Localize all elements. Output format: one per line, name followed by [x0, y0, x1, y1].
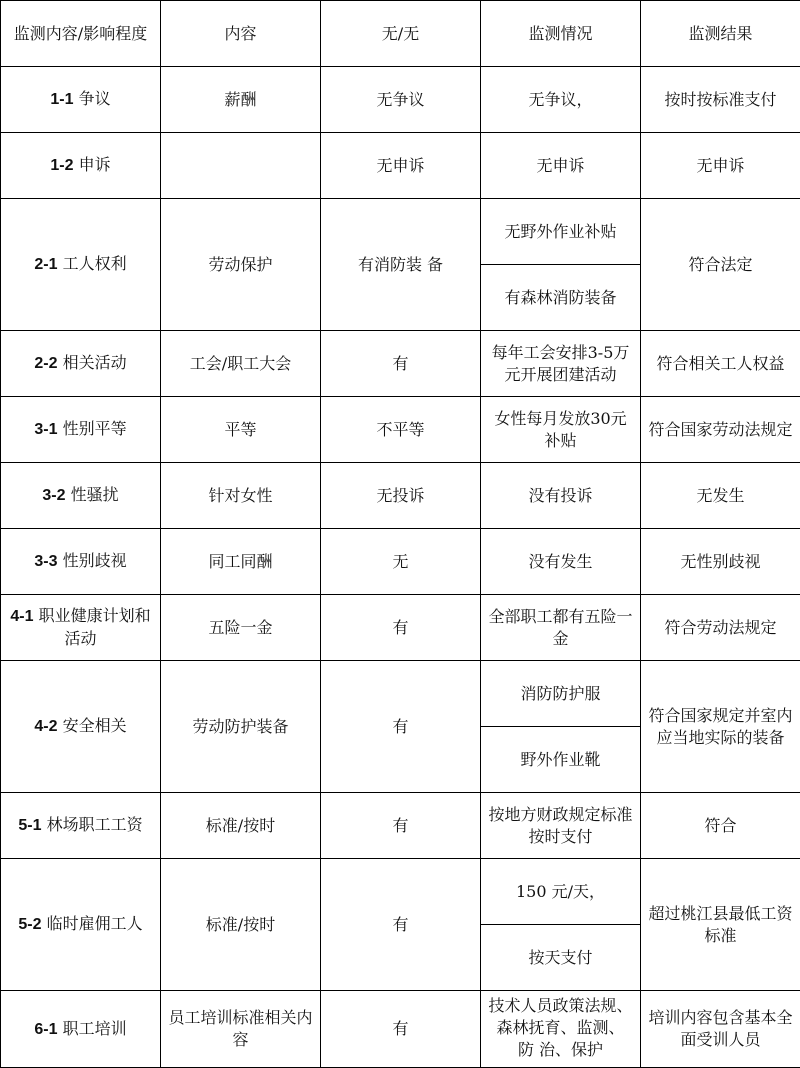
item-label-cell — [1, 331, 161, 397]
table-row — [1, 331, 800, 397]
item-number: 2-1 — [34, 256, 57, 273]
result-cell: 符合劳动法规定 — [641, 595, 800, 661]
content-cell: 工会/职工大会 — [161, 331, 321, 397]
monitor-cell: 女性每月发放30元补贴 — [481, 397, 641, 463]
table-row — [1, 991, 800, 1068]
result-cell: 符合国家规定并室内应当地实际的装备 — [641, 661, 800, 793]
item-number: 4-2 — [34, 718, 57, 735]
content-cell: 员工培训标准相关内容 — [161, 991, 321, 1068]
status-cell: 无申诉 — [321, 133, 481, 199]
item-label: 申诉 — [79, 155, 111, 174]
item-label: 性别歧视 — [63, 551, 127, 570]
item-number: 1-2 — [50, 157, 73, 174]
item-number: 4-1 — [10, 608, 33, 625]
item-label: 临时雇佣工人 — [47, 914, 143, 933]
content-cell: 标准/按时 — [161, 793, 321, 859]
status-cell: 不平等 — [321, 397, 481, 463]
item-number: 1-1 — [50, 91, 73, 108]
table-row — [1, 595, 800, 661]
table-row — [1, 661, 800, 727]
item-label-cell — [1, 793, 161, 859]
header-cell: 监测内容/影响程度 — [1, 1, 161, 67]
item-label: 相关活动 — [63, 353, 127, 372]
result-cell: 符合 — [641, 793, 800, 859]
item-label-cell — [1, 661, 161, 793]
item-number: 2-2 — [34, 355, 57, 372]
status-cell: 有 — [321, 331, 481, 397]
table-row — [1, 793, 800, 859]
table-row — [1, 859, 800, 925]
status-cell: 有 — [321, 793, 481, 859]
result-cell: 无申诉 — [641, 133, 800, 199]
item-label-cell — [1, 397, 161, 463]
monitor-cell: 没有发生 — [481, 529, 641, 595]
result-cell: 符合相关工人权益 — [641, 331, 800, 397]
item-label-cell — [1, 991, 161, 1068]
table-row — [1, 529, 800, 595]
content-cell: 劳动防护装备 — [161, 661, 321, 793]
monitor-cell: 无野外作业补贴 — [481, 199, 641, 265]
item-label-cell — [1, 859, 161, 991]
item-label-cell — [1, 199, 161, 331]
content-cell — [161, 133, 321, 199]
item-label: 职工培训 — [63, 1019, 127, 1038]
item-label: 工人权利 — [63, 254, 127, 273]
result-cell: 符合国家劳动法规定 — [641, 397, 800, 463]
content-cell: 平等 — [161, 397, 321, 463]
item-label-cell — [1, 463, 161, 529]
monitor-cell: 野外作业靴 — [481, 727, 641, 793]
monitor-cell: 无申诉 — [481, 133, 641, 199]
item-number: 5-1 — [18, 817, 41, 834]
monitor-cell: 每年工会安排3-5万元开展团建活动 — [481, 331, 641, 397]
item-label: 林场职工工资 — [47, 815, 143, 834]
status-cell: 无 — [321, 529, 481, 595]
status-cell: 有 — [321, 859, 481, 991]
result-cell: 无发生 — [641, 463, 800, 529]
content-cell: 五险一金 — [161, 595, 321, 661]
header-cell: 无/无 — [321, 1, 481, 67]
result-cell: 超过桃江县最低工资标准 — [641, 859, 800, 991]
header-cell: 内容 — [161, 1, 321, 67]
monitor-cell: 全部职工都有五险一金 — [481, 595, 641, 661]
result-cell: 按时按标准支付 — [641, 67, 800, 133]
content-cell: 针对女性 — [161, 463, 321, 529]
item-label: 争议 — [79, 89, 111, 108]
result-cell: 无性别歧视 — [641, 529, 800, 595]
status-cell: 无争议 — [321, 67, 481, 133]
content-cell: 标准/按时 — [161, 859, 321, 991]
header-cell: 监测结果 — [641, 1, 800, 67]
item-number: 6-1 — [34, 1021, 57, 1038]
status-cell: 有 — [321, 595, 481, 661]
table-row — [1, 133, 800, 199]
item-number: 3-3 — [34, 553, 57, 570]
status-cell: 有 — [321, 661, 481, 793]
content-cell: 同工同酬 — [161, 529, 321, 595]
item-label: 性别平等 — [63, 419, 127, 438]
table-row — [1, 463, 800, 529]
result-cell: 培训内容包含基本全面受训人员 — [641, 991, 800, 1068]
item-label-cell — [1, 133, 161, 199]
status-cell: 有 — [321, 991, 481, 1068]
table-row — [1, 397, 800, 463]
content-cell: 薪酬 — [161, 67, 321, 133]
monitor-cell: 有森林消防装备 — [481, 265, 641, 331]
monitor-cell: 消防防护服 — [481, 661, 641, 727]
table-row — [1, 199, 800, 265]
content-cell: 劳动保护 — [161, 199, 321, 331]
item-label-cell — [1, 67, 161, 133]
monitor-cell: 150 元/天， — [481, 859, 641, 925]
item-label: 性骚扰 — [71, 485, 119, 504]
item-label-cell — [1, 595, 161, 661]
monitor-cell: 按天支付 — [481, 925, 641, 991]
monitor-cell: 技术人员政策法规、 森林抚育、监测、 防 治、保护 — [481, 991, 641, 1068]
item-label-cell — [1, 529, 161, 595]
monitor-cell: 无争议， — [481, 67, 641, 133]
item-number: 3-2 — [42, 487, 65, 504]
monitor-cell: 按地方财政规定标准按时支付 — [481, 793, 641, 859]
header-row — [1, 1, 800, 67]
table-row — [1, 67, 800, 133]
monitor-cell: 没有投诉 — [481, 463, 641, 529]
status-cell: 有消防装 备 — [321, 199, 481, 331]
item-label: 安全相关 — [63, 716, 127, 735]
result-cell: 符合法定 — [641, 199, 800, 331]
item-label: 职业健康计划和活动 — [39, 606, 151, 648]
status-cell: 无投诉 — [321, 463, 481, 529]
item-number: 3-1 — [34, 421, 57, 438]
header-cell: 监测情况 — [481, 1, 641, 67]
item-number: 5-2 — [18, 916, 41, 933]
